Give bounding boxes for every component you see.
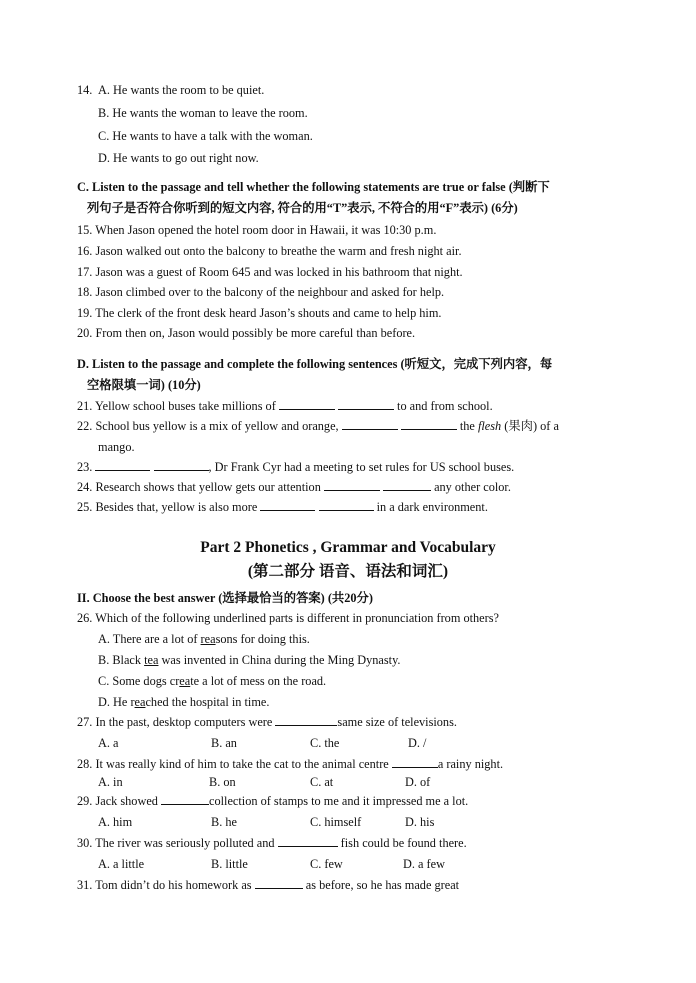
q28-option-a: A. in xyxy=(98,775,123,789)
answer-blank[interactable] xyxy=(154,459,209,471)
fill-22-text-d: (果肉) of a xyxy=(504,419,559,433)
section-d-heading-line2: 空格限填一词) (10分) xyxy=(87,378,201,392)
q27-option-d: D. / xyxy=(408,736,427,750)
q30-option-a: A. a little xyxy=(98,857,145,871)
answer-blank[interactable] xyxy=(161,793,209,805)
q28-option-d: D. of xyxy=(405,775,431,789)
part2-subtitle: (第二部分 语音、语法和词汇) xyxy=(247,563,449,580)
fill-item-21 xyxy=(77,398,493,414)
fill-24-text-b: any other color. xyxy=(434,480,511,494)
q30-option-c: C. few xyxy=(310,857,343,871)
tf-item-20: 20. From then on, Jason would possibly be more careful than before. xyxy=(77,326,416,340)
section-d-heading-line1: D. Listen to the passage and complete the following sentences (听短文，完成下列内容，每 xyxy=(77,357,553,371)
q30-option-b: B. little xyxy=(211,857,248,871)
fill-item-25 xyxy=(77,499,488,515)
fill-22-flesh: flesh xyxy=(477,419,502,433)
q27-option-c: C. the xyxy=(310,736,340,750)
fill-25-text-a: 25. Besides that, yellow is also more xyxy=(77,500,258,514)
tf-item-15: 15. When Jason opened the hotel room door in Hawaii, it was 10:30 p.m. xyxy=(77,223,437,237)
q29-option-d: D. his xyxy=(405,815,435,829)
q26-option-a: A. There are a lot of reasons for doing this. xyxy=(98,632,310,646)
answer-blank[interactable] xyxy=(275,714,337,726)
answer-blank[interactable] xyxy=(338,398,394,410)
answer-blank[interactable] xyxy=(278,835,338,847)
q28-options xyxy=(0,774,696,790)
fill-24-text-a: 24. Research shows that yellow gets our attention xyxy=(77,480,321,494)
fill-25-text-b: in a dark environment. xyxy=(376,500,488,514)
section-c-heading-line2: 列句子是否符合你听到的短文内容, 符合的用“T”表示, 不符合的用“F”表示) (6分) xyxy=(87,201,518,215)
section-ii-heading: II. Choose the best answer (选择最恰当的答案) (共20分) xyxy=(77,591,373,605)
answer-blank[interactable] xyxy=(255,877,303,889)
q28-option-c: C. at xyxy=(310,775,334,789)
q29-option-b: B. he xyxy=(211,815,237,829)
q30-option-d: D. a few xyxy=(403,857,445,871)
answer-blank[interactable] xyxy=(279,398,335,410)
fill-21-text-a: 21. Yellow school buses take millions of xyxy=(77,399,276,413)
fill-23-text-b: , Dr Frank Cyr had a meeting to set rules for US school buses. xyxy=(208,460,515,474)
q28-stem: 28. It was really kind of him to take the cat to the animal centre a rainy night. xyxy=(77,757,504,771)
answer-blank[interactable] xyxy=(319,499,374,511)
q28-option-b: B. on xyxy=(209,775,236,789)
q26-stem: 26. Which of the following underlined parts is different in pronunciation from others? xyxy=(77,611,499,625)
q29-options xyxy=(0,814,696,830)
q27-option-b: B. an xyxy=(211,736,237,750)
fill-item-23 xyxy=(77,459,514,475)
q29-stem: 29. Jack showed collection of stamps to me and it impressed me a lot. xyxy=(77,794,469,808)
answer-blank[interactable] xyxy=(324,479,380,491)
tf-item-18: 18. Jason climbed over to the balcony of the neighbour and asked for help. xyxy=(77,285,445,299)
q14-option-c: C. He wants to have a talk with the woman. xyxy=(98,129,313,143)
q30-stem: 30. The river was seriously polluted and fish could be found there. xyxy=(77,836,467,850)
q27-options xyxy=(0,735,696,751)
answer-blank[interactable] xyxy=(401,418,457,430)
q29-option-c: C. himself xyxy=(310,815,362,829)
q27-option-a: A. a xyxy=(98,736,119,750)
fill-item-24 xyxy=(77,479,511,495)
fill-item-22 xyxy=(77,418,559,434)
tf-item-16: 16. Jason walked out onto the balcony to breathe the warm and fresh night air. xyxy=(77,244,462,258)
q26-option-d: D. He reached the hospital in time. xyxy=(98,695,270,709)
q14-option-a: A. He wants the room to be quiet. xyxy=(98,83,265,97)
answer-blank[interactable] xyxy=(260,499,315,511)
q26-option-b: B. Black tea was invented in China during the Ming Dynasty. xyxy=(98,653,401,667)
q14-option-b: B. He wants the woman to leave the room. xyxy=(98,106,308,120)
fill-22-text-b: the xyxy=(459,419,475,433)
tf-item-17: 17. Jason was a guest of Room 645 and was locked in his bathroom that night. xyxy=(77,265,463,279)
answer-blank[interactable] xyxy=(342,418,398,430)
answer-blank[interactable] xyxy=(383,479,431,491)
fill-23-text-a: 23. xyxy=(77,460,93,474)
q30-options xyxy=(0,856,696,872)
q27-stem: 27. In the past, desktop computers were same size of televisions. xyxy=(77,715,457,729)
q14-number: 14. xyxy=(77,83,93,97)
fill-22-text-a: 22. School bus yellow is a mix of yellow and orange, xyxy=(77,419,339,433)
answer-blank[interactable] xyxy=(392,756,438,768)
tf-item-19: 19. The clerk of the front desk heard Jason’s shouts and came to help him. xyxy=(77,306,442,320)
answer-blank[interactable] xyxy=(95,459,150,471)
section-c-heading-line1: C. Listen to the passage and tell whether the following statements are true or false (判断下 xyxy=(77,180,550,194)
q14-option-d: D. He wants to go out right now. xyxy=(98,151,259,165)
q26-option-c: C. Some dogs create a lot of mess on the road. xyxy=(98,674,327,688)
part2-title: Part 2 Phonetics , Grammar and Vocabulary xyxy=(200,539,496,556)
q31-stem: 31. Tom didn’t do his homework as as before, so he has made great xyxy=(77,878,460,892)
fill-21-text-b: to and from school. xyxy=(397,399,493,413)
q29-option-a: A. him xyxy=(98,815,133,829)
fill-22-continuation: mango. xyxy=(98,440,135,454)
